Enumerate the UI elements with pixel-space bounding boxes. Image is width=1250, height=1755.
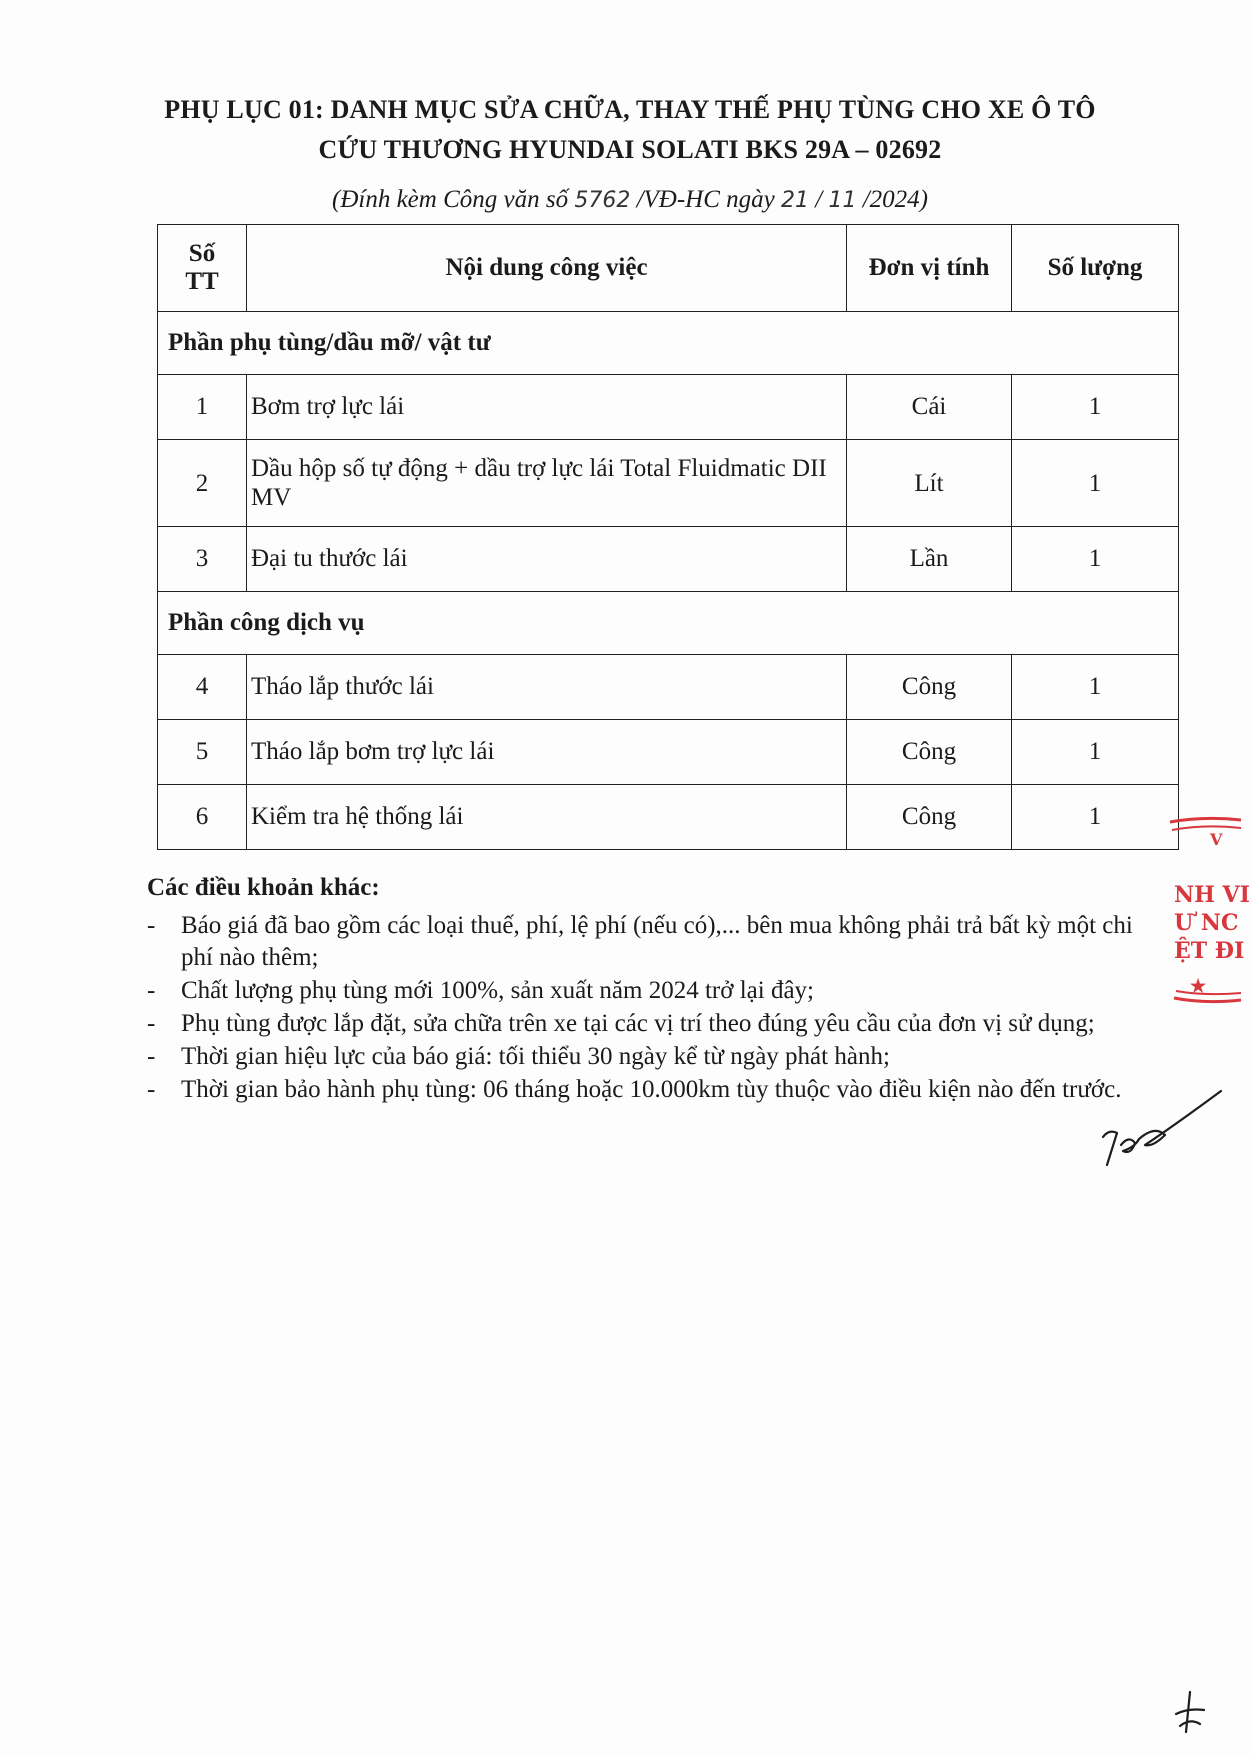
row-qty: 1 xyxy=(1012,527,1179,592)
date-month: 11 xyxy=(828,188,857,213)
table-row xyxy=(158,720,1179,785)
dispatch-number: 5762 xyxy=(574,188,631,213)
table-row xyxy=(158,375,1179,440)
row-no: 3 xyxy=(158,527,247,592)
subtitle-prefix: (Đính kèm Công văn số xyxy=(332,186,575,213)
term-text: Thời gian hiệu lực của báo giá: tối thiểu 30 ngày kể từ ngày phát hành; xyxy=(181,1043,890,1070)
row-no: 1 xyxy=(158,375,247,440)
stamp-star-icon: ★ xyxy=(1190,976,1207,997)
term-item xyxy=(147,1041,1142,1073)
table-header-row xyxy=(158,225,1179,312)
section-label: Phần công dịch vụ xyxy=(158,592,1179,655)
row-desc: Đại tu thước lái xyxy=(247,527,847,592)
signature-icon xyxy=(1095,1085,1235,1175)
row-unit: Công xyxy=(847,785,1012,850)
term-text: Chất lượng phụ tùng mới 100%, sản xuất năm 2024 trở lại đây; xyxy=(181,977,814,1004)
row-unit: Công xyxy=(847,720,1012,785)
row-desc: Tháo lắp thước lái xyxy=(247,655,847,720)
document-subtitle xyxy=(100,183,1160,218)
stamp-text: V xyxy=(1210,830,1223,849)
row-unit: Lần xyxy=(847,527,1012,592)
row-no: 5 xyxy=(158,720,247,785)
term-bullet: - xyxy=(147,1043,156,1070)
row-qty: 1 xyxy=(1012,785,1179,850)
table-row xyxy=(158,785,1179,850)
term-bullet: - xyxy=(147,1010,156,1037)
row-unit: Lít xyxy=(847,440,1012,527)
row-qty: 1 xyxy=(1012,720,1179,785)
row-desc: Dầu hộp số tự động + dầu trợ lực lái Total Fluidmatic DII MV xyxy=(247,440,847,527)
header-desc: Nội dung công việc xyxy=(247,225,847,312)
row-qty: 1 xyxy=(1012,655,1179,720)
term-item xyxy=(147,975,1142,1007)
term-bullet: - xyxy=(147,977,156,1004)
term-item xyxy=(147,1008,1142,1040)
table-row xyxy=(158,527,1179,592)
row-unit: Công xyxy=(847,655,1012,720)
term-item xyxy=(147,910,1142,974)
row-no: 6 xyxy=(158,785,247,850)
section-label: Phần phụ tùng/dầu mỡ/ vật tư xyxy=(158,312,1179,375)
term-text: Phụ tùng được lắp đặt, sửa chữa trên xe tại các vị trí theo đúng yêu cầu của đơn vị sử dụng; xyxy=(181,1010,1095,1037)
other-terms xyxy=(147,872,1142,1107)
row-desc: Bơm trợ lực lái xyxy=(247,375,847,440)
term-item xyxy=(147,1074,1142,1106)
row-desc: Tháo lắp bơm trợ lực lái xyxy=(247,720,847,785)
repair-items-table xyxy=(157,224,1179,850)
terms-heading: Các điều khoản khác: xyxy=(147,874,380,901)
document-title xyxy=(100,90,1160,170)
header-qty: Số lượng xyxy=(1012,225,1179,312)
title-line-1: PHỤ LỤC 01: DANH MỤC SỬA CHỮA, THAY THẾ PHỤ TÙNG CHO XE Ô TÔ xyxy=(164,95,1096,124)
stamp-text: NH VI xyxy=(1174,882,1250,908)
subtitle-suffix: /2024) xyxy=(856,186,928,213)
row-qty: 1 xyxy=(1012,375,1179,440)
row-no: 2 xyxy=(158,440,247,527)
stamp-text: Ư NC xyxy=(1174,910,1239,936)
red-seal-stamp xyxy=(1160,808,1250,1018)
date-separator: / xyxy=(809,186,829,213)
table-row xyxy=(158,655,1179,720)
section-row-services xyxy=(158,592,1179,655)
title-line-2: CỨU THƯƠNG HYUNDAI SOLATI BKS 29A – 02692 xyxy=(318,135,942,164)
term-text: Thời gian bảo hành phụ tùng: 06 tháng hoặc 10.000km tùy thuộc vào điều kiện nào đến trước. xyxy=(181,1076,1122,1103)
section-row-parts xyxy=(158,312,1179,375)
term-text: Báo giá đã bao gồm các loại thuế, phí, lệ phí (nếu có),... bên mua không phải trả bất kỳ một chi phí nào thêm; xyxy=(181,912,1133,971)
table-row xyxy=(158,440,1179,527)
initial-mark-icon xyxy=(1170,1688,1210,1736)
row-qty: 1 xyxy=(1012,440,1179,527)
subtitle-middle: /VĐ-HC ngày xyxy=(630,186,781,213)
term-bullet: - xyxy=(147,912,156,939)
row-no: 4 xyxy=(158,655,247,720)
row-desc: Kiểm tra hệ thống lái xyxy=(247,785,847,850)
header-no: Số TT xyxy=(158,225,247,312)
header-unit: Đơn vị tính xyxy=(847,225,1012,312)
row-unit: Cái xyxy=(847,375,1012,440)
stamp-text: ỆT ĐI xyxy=(1174,938,1245,964)
date-day: 21 xyxy=(781,188,809,213)
term-bullet: - xyxy=(147,1076,156,1103)
